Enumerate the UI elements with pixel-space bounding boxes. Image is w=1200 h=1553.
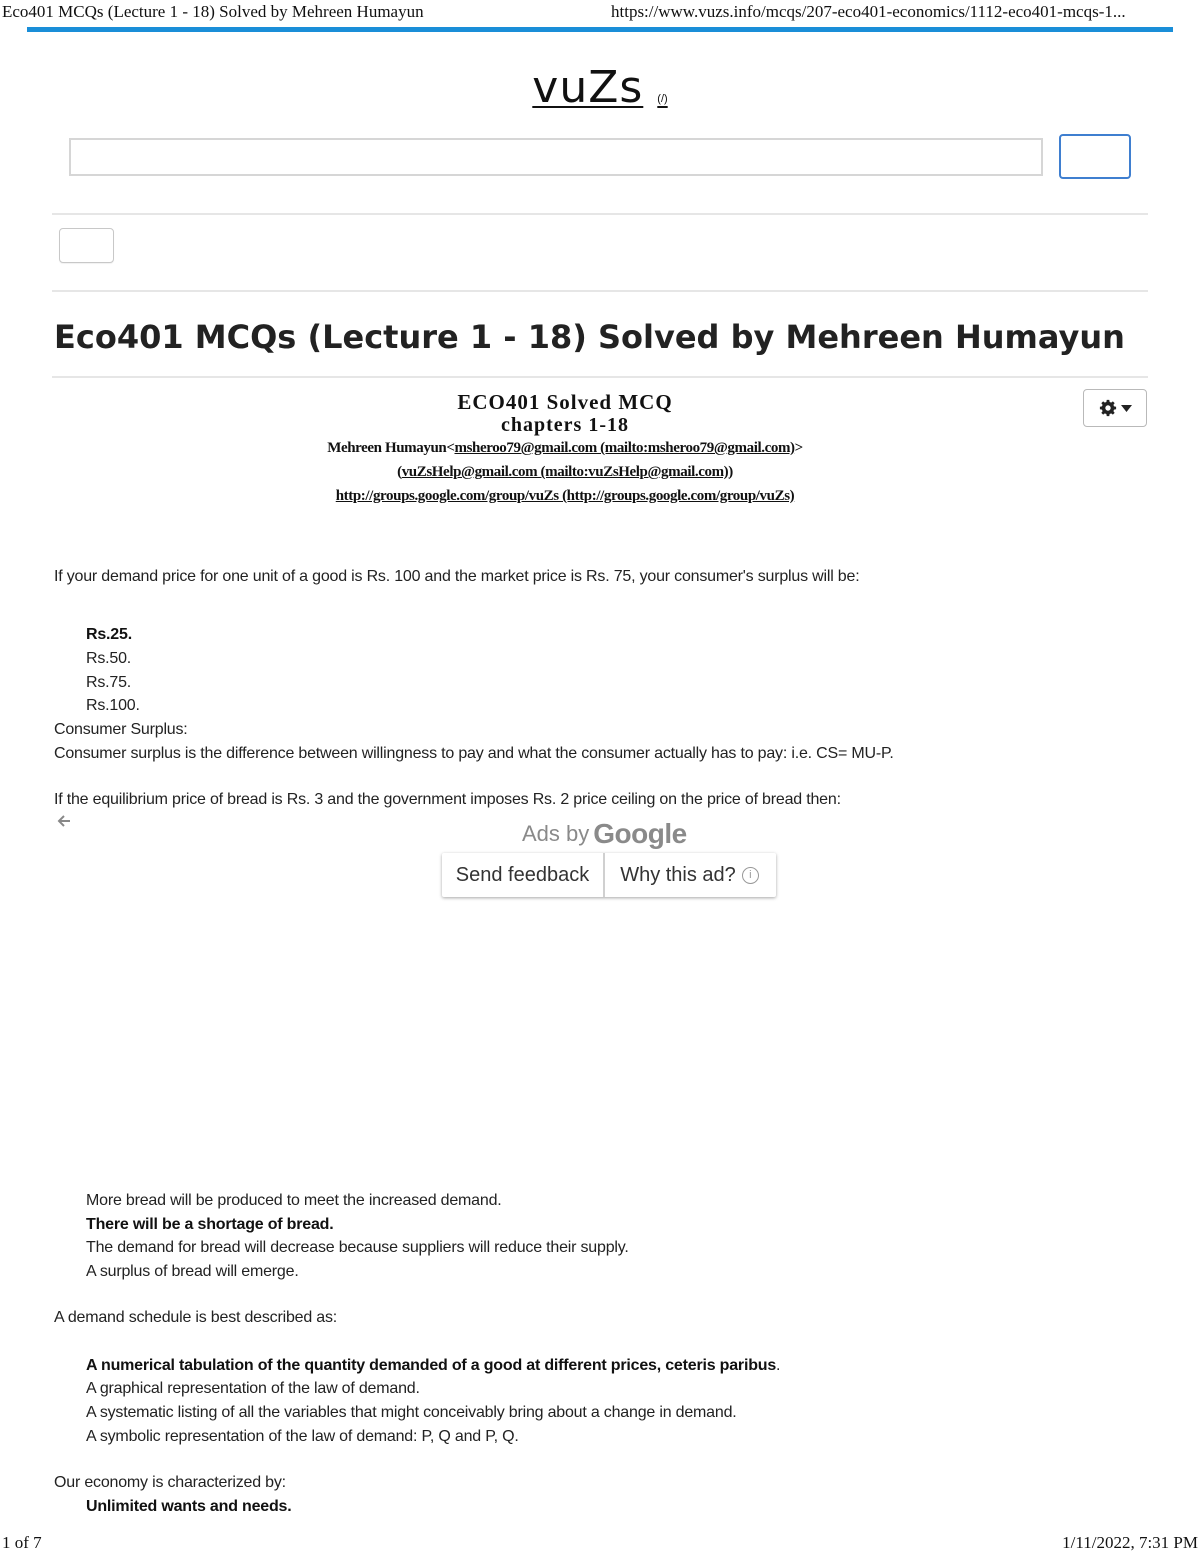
print-header [0, 0, 1200, 26]
divider [52, 376, 1148, 378]
help-open: ( [397, 464, 402, 480]
logo-link[interactable] [532, 62, 668, 113]
divider [52, 290, 1148, 292]
explanation-title: Consumer Surplus: [54, 721, 188, 738]
answer-option: A symbolic representation of the law of demand: P, Q and P, Q. [86, 1428, 519, 1445]
header-accent-rule [27, 27, 1173, 32]
divider [52, 213, 1148, 215]
send-feedback-button[interactable]: Send feedback [442, 853, 605, 897]
print-datetime: 1/11/2022, 7:31 PM [1062, 1533, 1198, 1552]
answer-option-correct: Rs.25. [86, 626, 132, 643]
page-title: Eco401 MCQs (Lecture 1 - 18) Solved by Mehreen Humayun [54, 318, 1125, 356]
doc-help-line [0, 460, 1130, 484]
logo-sub: (/) [657, 93, 668, 105]
search-button[interactable] [1059, 134, 1131, 179]
group-link[interactable]: http://groups.google.com/group/vuZs (http://groups.google.com/group/vuZs) [335, 488, 795, 504]
print-header-url: https://www.vuzs.info/mcqs/207-eco401-economics/1112-eco401-mcqs-1... [611, 2, 1126, 21]
answer-option: A surplus of bread will emerge. [86, 1263, 299, 1280]
answer-option-correct: A numerical tabulation of the quantity demanded of a good at different prices, ceteris paribus [86, 1357, 777, 1374]
ads-by-text: Ads by [522, 821, 590, 846]
answer-option: A systematic listing of all the variables that might conceivably bring about a change in demand. [86, 1404, 737, 1421]
search-input[interactable] [69, 138, 1043, 176]
explanation-text: Consumer surplus is the difference between willingness to pay and what the consumer actually has to pay: i.e. CS= MU-P. [54, 745, 894, 762]
help-email-link[interactable]: vuZsHelp@gmail.com (mailto:vuZsHelp@gmail.com) [401, 464, 729, 480]
doc-author-line [0, 436, 1130, 460]
document-header [0, 390, 1130, 508]
question-text: If the equilibrium price of bread is Rs. 3 and the government imposes Rs. 2 price ceiling on the price of bread then: [54, 791, 841, 808]
doc-group-line [0, 484, 1130, 508]
doc-subheading: chapters 1-18 [501, 414, 629, 436]
question-text: Our economy is characterized by: [54, 1474, 286, 1491]
answer-option-correct: Unlimited wants and needs. [86, 1498, 292, 1515]
page-count: 1 of 7 [2, 1533, 42, 1552]
ads-by-google-label [522, 818, 687, 850]
menu-toggle-button[interactable] [59, 228, 114, 263]
answer-option: More bread will be produced to meet the increased demand. [86, 1192, 502, 1209]
info-icon: i [742, 867, 759, 884]
why-this-ad-button[interactable] [605, 853, 774, 897]
author-close: > [794, 440, 803, 456]
google-brand: Google [593, 818, 687, 849]
answer-option: Rs.50. [86, 650, 132, 667]
author-email-link[interactable]: msheroo79@gmail.com (mailto:msheroo79@gmail.com) [454, 440, 795, 456]
answer-option: The demand for bread will decrease because suppliers will reduce their supply. [86, 1239, 629, 1256]
answer-option-correct-line [86, 1357, 780, 1375]
logo-text: vuZs [532, 62, 644, 113]
why-this-ad-label: Why this ad? [620, 863, 736, 886]
ad-feedback-panel [442, 853, 776, 897]
answer-option: Rs.100. [86, 697, 140, 714]
site-logo [0, 62, 1200, 113]
print-header-title: Eco401 MCQs (Lecture 1 - 18) Solved by Mehreen Humayun [2, 2, 424, 21]
help-close: ) [728, 464, 733, 480]
answer-suffix: . [776, 1357, 781, 1374]
question-text: If your demand price for one unit of a good is Rs. 100 and the market price is Rs. 75, your consumer's surplus will be: [54, 568, 860, 585]
answer-option: Rs.75. [86, 674, 132, 691]
answer-option: A graphical representation of the law of demand. [86, 1380, 420, 1397]
arrow-left-icon[interactable] [56, 813, 72, 834]
answer-option-correct: There will be a shortage of bread. [86, 1216, 334, 1233]
doc-heading: ECO401 Solved MCQ [457, 390, 673, 414]
author-name: Mehreen Humayun< [327, 440, 455, 456]
question-text: A demand schedule is best described as: [54, 1309, 338, 1326]
